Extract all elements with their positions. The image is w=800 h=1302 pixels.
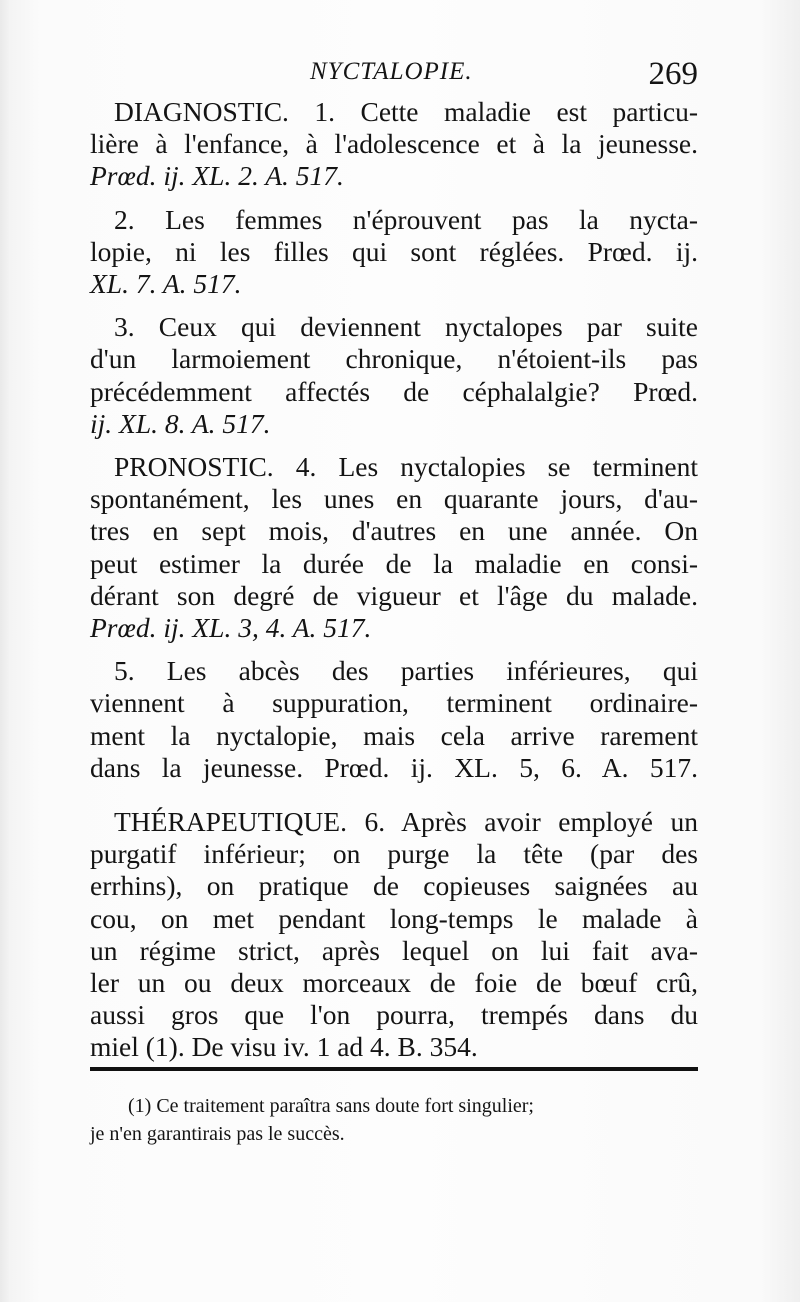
text-line: dans la jeunesse. Prœd. ij. XL. 5, 6. A. 517. [90,751,698,783]
footnote-line: je n'en garantirais pas le succès. [90,1123,345,1145]
text-line: peut estimer la durée de la maladie en consi- [90,547,698,579]
text-line: lière à l'enfance, à l'adolescence et à la jeunesse. [90,128,698,160]
text-line: cou, on met pendant long-temps le malade à [90,902,698,934]
paragraph-diagnostic-2 [90,204,698,301]
text-line: errhins), on pratique de copieuses saignées au [90,870,698,902]
text-line: ment la nyctalopie, mais cela arrive rarement [90,719,698,751]
paragraph-pronostic-4 [90,451,698,644]
page-number: 269 [648,56,698,92]
text-line: viennent à suppuration, terminent ordinaire- [90,687,698,719]
citation-line: ij. XL. 8. A. 517. [90,407,271,439]
running-head [90,58,710,94]
text-line: tres en sept mois, d'autres en une année. On [90,515,698,547]
text-line: miel (1). De visu iv. 1 ad 4. B. 354. [90,1031,478,1063]
paragraph-pronostic-5 [90,655,698,784]
footnote-rule [90,1067,698,1071]
text-line: précédemment affectés de céphalalgie? Prœd. [90,375,698,407]
section-heading-therapeutique: THÉRAPEUTIQUE. [114,806,347,838]
paragraph-diagnostic-1 [90,96,698,193]
running-title: NYCTALOPIE. [310,58,473,85]
text-line: spontanément, les unes en quarante jours, d'au- [90,483,698,515]
paragraph-diagnostic-3 [90,311,698,440]
text-line: d'un larmoiement chronique, n'étoient-ils pas [90,343,698,375]
text-run: 6. Après avoir employé un [346,806,698,838]
section-heading-diagnostic: DIAGNOSTIC. [114,96,289,127]
text-line: 5. Les abcès des parties inférieures, qui [114,655,698,687]
section-heading-pronostic: PRONOSTIC. [114,451,274,483]
text-line: un régime strict, après lequel on lui fait ava- [90,934,698,966]
text-line [90,806,698,838]
text-line: lopie, ni les filles qui sont réglées. Prœd. ij. [90,235,698,267]
text-line: purgatif inférieur; on purge la tête (par des [90,838,698,870]
text-line: aussi gros que l'on pourra, trempés dans du [90,999,698,1031]
text-line: dérant son degré de vigueur et l'âge du malade. [90,579,698,611]
text-line [90,451,698,483]
citation-line: Prœd. ij. XL. 2. A. 517. [90,160,344,192]
text-line: 3. Ceux qui deviennent nyctalopes par suite [114,311,698,343]
footnote-line: (1) Ce traitement paraîtra sans doute fort singulier; [128,1095,534,1117]
paragraph-therapeutique-6 [90,806,698,1064]
text-run: 1. Cette maladie est particu- [288,96,698,127]
footnote [90,1092,706,1148]
text-line: 2. Les femmes n'éprouvent pas la nycta- [114,203,698,235]
text-run: 4. Les nyctalopies se terminent [273,451,698,483]
text-line: ler un ou deux morceaux de foie de bœuf crû, [90,967,698,999]
citation-line: Prœd. ij. XL. 3, 4. A. 517. [90,612,372,644]
body-text [90,96,698,1064]
citation-line: XL. 7. A. 517. [90,268,242,300]
text-line [90,96,698,128]
